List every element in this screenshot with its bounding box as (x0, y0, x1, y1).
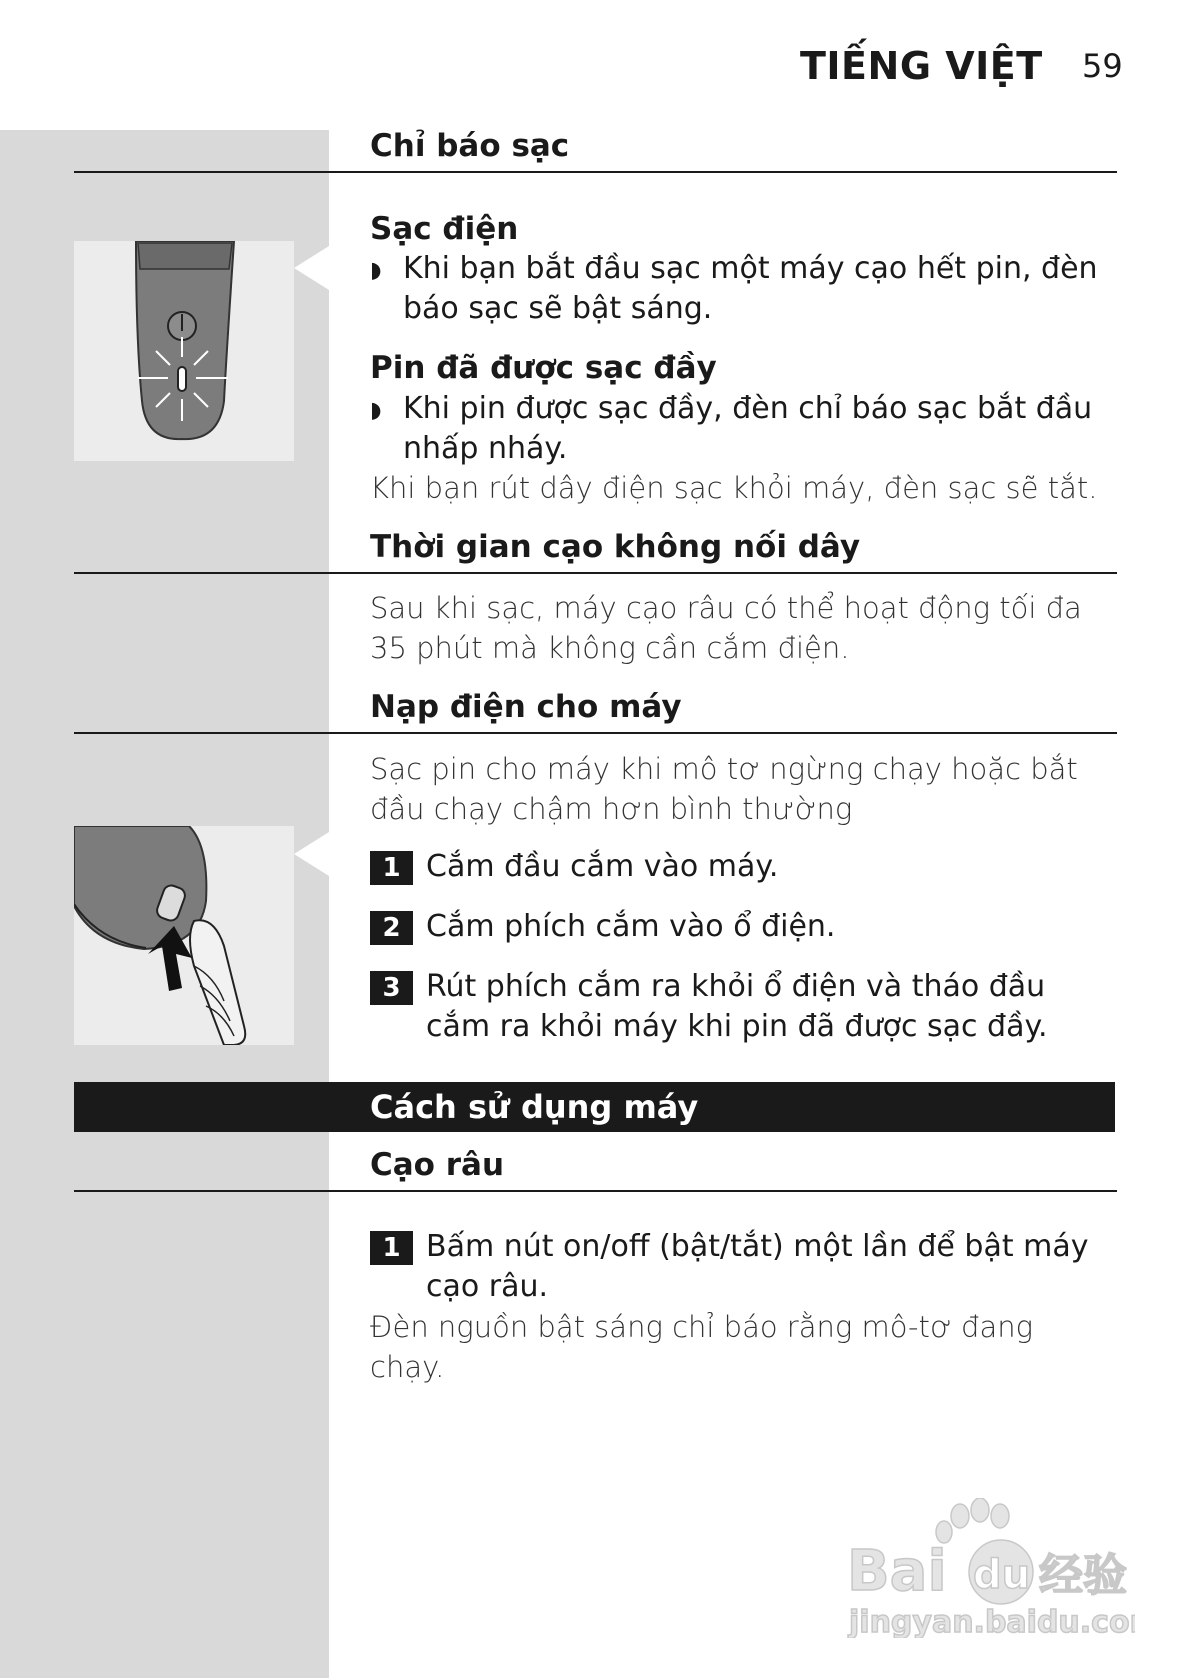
bullet-icon: ◗ (370, 258, 382, 283)
section-bar-using (74, 1082, 1115, 1132)
bullet-icon: ◗ (370, 398, 382, 423)
step-2-charge: 2 Cắm phích cắm vào ổ điện. (370, 907, 1115, 947)
callout-pointer (294, 246, 329, 290)
shaver-charging-light-icon (74, 241, 294, 461)
step-number: 3 (370, 971, 413, 1005)
heading-charging-appliance: Nạp điện cho máy (370, 689, 682, 725)
bullet-charging: ◗ Khi bạn bắt đầu sạc một máy cạo hết pin, đèn báo sạc sẽ bật sáng. (370, 251, 1098, 326)
svg-text:jingyan.baidu.com: jingyan.baidu.com (849, 1605, 1135, 1638)
baidu-watermark (845, 1498, 1135, 1638)
section-title-using: Cách sử dụng máy (370, 1088, 699, 1126)
plug-illustration (74, 826, 294, 1045)
step-1-charge: 1 Cắm đầu cắm vào máy. (370, 847, 1115, 887)
heading-fully-charged: Pin đã được sạc đầy (370, 350, 717, 386)
divider (74, 572, 1117, 574)
divider (74, 171, 1117, 173)
svg-text:du: du (973, 1552, 1031, 1598)
baidu-paw-logo (845, 1498, 1135, 1638)
charging-intro: Sạc pin cho máy khi mô tơ ngừng chạy hoặc bắt đầu chạy chậm hơn bình thường (370, 752, 1078, 826)
step-number: 2 (370, 911, 413, 945)
step-3-charge: 3 Rút phích cắm ra khỏi ổ điện và tháo đầu cắm ra khỏi máy khi pin đã được sạc đầy. (370, 967, 1115, 1047)
heading-shaving: Cạo râu (370, 1147, 505, 1183)
divider (74, 732, 1117, 734)
step-number: 1 (370, 851, 413, 885)
callout-pointer (294, 832, 329, 876)
divider (74, 1190, 1117, 1192)
plug-insert-icon (74, 826, 294, 1045)
note-power-light: Đèn nguồn bật sáng chỉ báo rằng mô-tơ đang chạy. (370, 1310, 1033, 1384)
language-header: TIẾNG VIỆT (800, 44, 1043, 88)
svg-text:Bai: Bai (847, 1539, 947, 1604)
step-number: 1 (370, 1231, 413, 1265)
note-unplug: Khi bạn rút dây điện sạc khỏi máy, đèn sạc sẽ tắt. (370, 471, 1098, 505)
cordless-time-text: Sau khi sạc, máy cạo râu có thể hoạt động tối đa 35 phút mà không cần cắm điện. (370, 591, 1082, 665)
step-1-shaving: 1 Bấm nút on/off (bật/tắt) một lần để bật máy cạo râu. (370, 1227, 1115, 1307)
bullet-fully-charged: ◗ Khi pin được sạc đầy, đèn chỉ báo sạc bắt đầu nhấp nháy. (370, 391, 1093, 466)
svg-text:经验: 经验 (1039, 1550, 1127, 1601)
page-number: 59 (1082, 47, 1123, 85)
shaver-indicator-illustration (74, 241, 294, 461)
heading-cordless-time: Thời gian cạo không nối dây (370, 529, 861, 565)
heading-charging-indicator: Chỉ báo sạc (370, 128, 570, 164)
heading-charging: Sạc điện (370, 211, 519, 247)
